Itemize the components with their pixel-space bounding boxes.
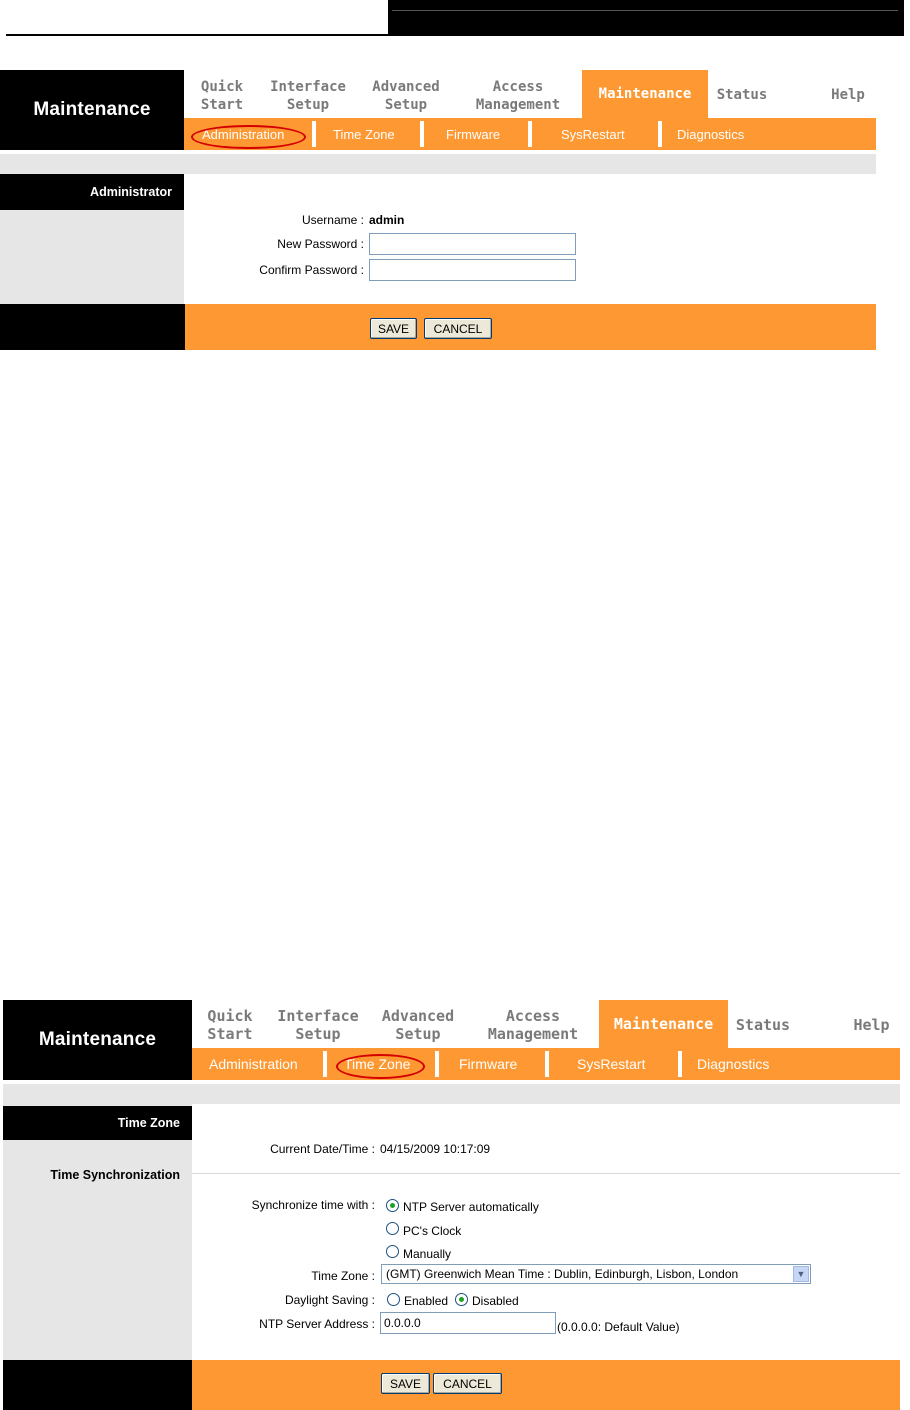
page-title: Maintenance <box>0 70 184 150</box>
section-time-zone: Time Zone <box>3 1106 192 1140</box>
administration-panel <box>0 70 876 350</box>
time-zone-label: Time Zone : <box>311 1269 375 1283</box>
sync-pc-clock-radio[interactable] <box>386 1222 399 1235</box>
header-black-bar <box>388 0 904 36</box>
sync-manually-radio[interactable] <box>386 1245 399 1258</box>
spacer-bar <box>3 1084 900 1104</box>
menu-advanced-setup[interactable]: Advanced Setup <box>381 1007 455 1043</box>
confirm-password-label: Confirm Password : <box>259 263 364 277</box>
username-label: Username : <box>301 213 364 227</box>
dst-enabled-label: Enabled <box>404 1294 449 1308</box>
header-rule <box>6 34 388 36</box>
submenu-time-zone[interactable]: Time Zone <box>344 1056 411 1072</box>
page-title: Maintenance <box>3 1000 192 1080</box>
menu-maintenance[interactable]: Maintenance <box>599 1000 728 1048</box>
confirm-password-field[interactable] <box>369 259 576 281</box>
sync-pc-clock-label: PC's Clock <box>403 1224 462 1238</box>
submenu-time-zone[interactable]: Time Zone <box>333 126 395 142</box>
divider <box>192 1173 900 1174</box>
time-zone-panel <box>3 1000 900 1410</box>
current-date-time-label: Current Date/Time : <box>270 1142 375 1156</box>
daylight-saving-label: Daylight Saving : <box>284 1293 375 1307</box>
section-time-synchronization: Time Synchronization <box>50 1168 180 1182</box>
sync-manually-label: Manually <box>403 1247 452 1261</box>
sync-ntp-label: NTP Server automatically <box>403 1200 539 1214</box>
menu-interface-setup[interactable]: Interface Setup <box>277 1007 359 1043</box>
submenu-firmware[interactable]: Firmware <box>446 126 501 142</box>
new-password-label: New Password : <box>277 237 364 251</box>
chevron-down-icon[interactable]: ▼ <box>793 1266 809 1282</box>
document-header <box>0 0 910 40</box>
time-zone-selected-value: (GMT) Greenwich Mean Time : Dublin, Edinburgh, Lisbon, London <box>386 1267 739 1281</box>
menu-quick-start[interactable]: Quick Start <box>200 79 244 113</box>
cancel-button[interactable]: CANCEL <box>424 318 492 339</box>
current-date-time-value: 04/15/2009 10:17:09 <box>380 1142 491 1156</box>
ntp-server-label: NTP Server Address : <box>259 1317 375 1331</box>
submenu-administration[interactable]: Administration <box>209 1056 298 1072</box>
menu-interface-setup[interactable]: Interface Setup <box>270 79 346 113</box>
submenu-bar <box>192 1048 900 1080</box>
menu-status[interactable]: Status <box>716 87 768 103</box>
dst-enabled-radio[interactable] <box>387 1293 400 1306</box>
username-value: admin <box>369 213 405 227</box>
sync-ntp-radio[interactable] <box>386 1199 399 1212</box>
menu-access-management[interactable]: Access Management <box>487 1007 579 1043</box>
dst-disabled-radio[interactable] <box>455 1293 468 1306</box>
submenu-diagnostics[interactable]: Diagnostics <box>697 1056 770 1072</box>
time-zone-select[interactable] <box>381 1264 811 1284</box>
save-button[interactable]: SAVE <box>381 1373 430 1394</box>
menu-advanced-setup[interactable]: Advanced Setup <box>372 79 440 113</box>
menu-access-management[interactable]: Access Management <box>475 79 561 113</box>
submenu-firmware[interactable]: Firmware <box>459 1056 518 1072</box>
submenu-bar <box>184 118 876 150</box>
menu-status[interactable]: Status <box>735 1016 791 1034</box>
ntp-server-field[interactable] <box>380 1312 556 1334</box>
cancel-button[interactable]: CANCEL <box>433 1373 502 1394</box>
submenu-diagnostics[interactable]: Diagnostics <box>677 126 745 142</box>
menu-help[interactable]: Help <box>831 87 865 103</box>
submenu-administration[interactable]: Administration <box>202 126 285 142</box>
new-password-field[interactable] <box>369 233 576 255</box>
dst-disabled-label: Disabled <box>472 1294 519 1308</box>
spacer-bar <box>0 154 876 174</box>
submenu-sysrestart[interactable]: SysRestart <box>577 1056 646 1072</box>
sync-label: Synchronize time with : <box>251 1198 375 1212</box>
ntp-server-hint: (0.0.0.0: Default Value) <box>557 1320 680 1334</box>
menu-quick-start[interactable]: Quick Start <box>207 1007 253 1043</box>
menu-maintenance[interactable]: Maintenance <box>582 70 708 118</box>
section-administrator: Administrator <box>0 174 184 210</box>
menu-help[interactable]: Help <box>853 1016 890 1034</box>
submenu-sysrestart[interactable]: SysRestart <box>561 126 625 142</box>
save-button[interactable]: SAVE <box>370 318 417 339</box>
action-footer <box>0 304 876 350</box>
action-footer <box>3 1360 900 1410</box>
